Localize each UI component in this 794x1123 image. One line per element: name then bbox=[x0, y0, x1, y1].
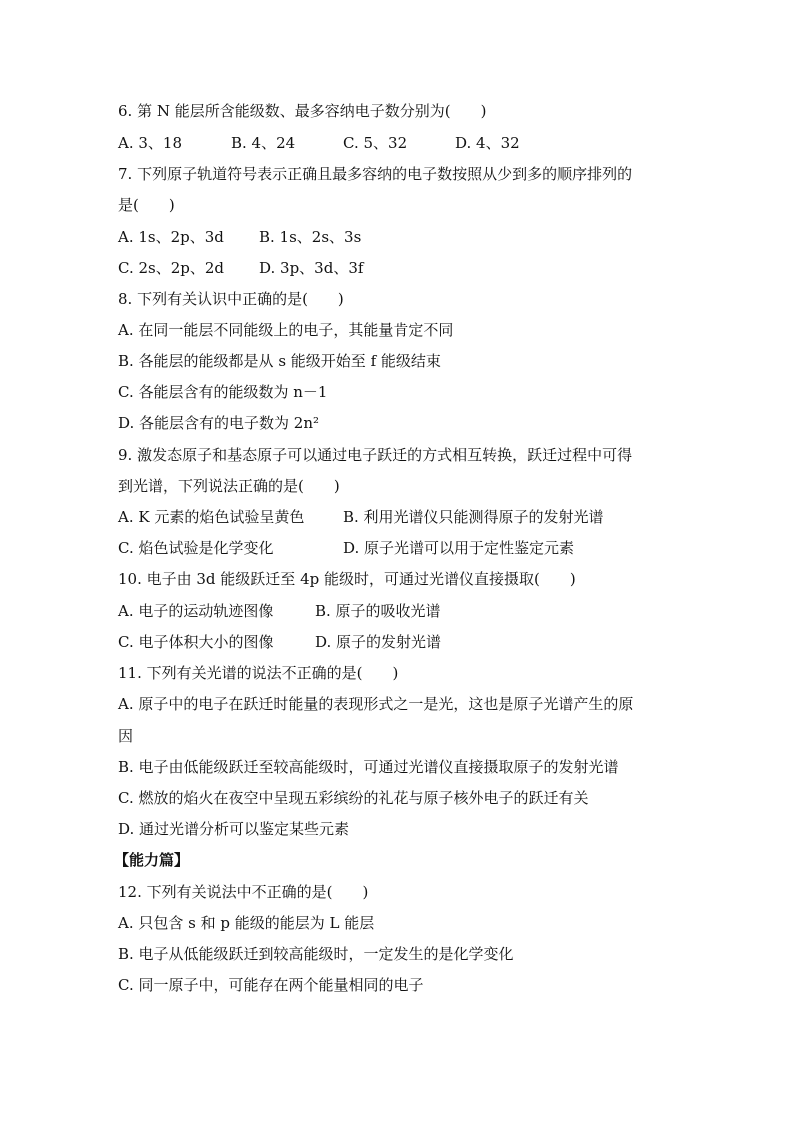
q12-option-a: A. 只包含 s 和 p 能级的能层为 L 能层 bbox=[118, 914, 375, 932]
q12-option-c: C. 同一原子中，可能存在两个能量相同的电子 bbox=[118, 976, 424, 994]
q7-stem-line2: 是( ) bbox=[118, 196, 175, 214]
q8-option-d: D. 各能层含有的电子数为 2n² bbox=[118, 414, 320, 432]
q10-option-a: A. 电子的运动轨迹图像 bbox=[118, 602, 274, 620]
q12-option-b: B. 电子从低能级跃迁到较高能级时，一定发生的是化学变化 bbox=[118, 945, 514, 963]
q11-option-a: A. 原子中的电子在跃迁时能量的表现形式之一是光，这也是原子光谱产生的原 bbox=[118, 695, 634, 713]
q11-option-b: B. 电子由低能级跃迁至较高能级时，可通过光谱仪直接摄取原子的发射光谱 bbox=[118, 758, 619, 776]
q11-option-c: C. 燃放的焰火在夜空中呈现五彩缤纷的礼花与原子核外电子的跃迁有关 bbox=[118, 789, 589, 807]
q9-option-c: C. 焰色试验是化学变化 bbox=[118, 539, 274, 557]
q6-stem: 6. 第 N 能层所含能级数、最多容纳电子数分别为( ) bbox=[118, 102, 487, 120]
q9-option-d: D. 原子光谱可以用于定性鉴定元素 bbox=[343, 539, 575, 557]
q7-option-a: A. 1s、2p、3d bbox=[118, 228, 224, 246]
q7-option-d: D. 3p、3d、3f bbox=[259, 259, 364, 277]
q10-stem: 10. 电子由 3d 能级跃迁至 4p 能级时，可通过光谱仪直接摄取( ) bbox=[118, 570, 576, 588]
q7-stem-line1: 7. 下列原子轨道符号表示正确且最多容纳的电子数按照从少到多的顺序排列的 bbox=[118, 165, 633, 183]
q9-option-a: A. K 元素的焰色试验呈黄色 bbox=[118, 508, 305, 526]
q7-option-b: B. 1s、2s、3s bbox=[259, 228, 362, 246]
q10-option-c: C. 电子体积大小的图像 bbox=[118, 633, 274, 651]
q8-option-b: B. 各能层的能级都是从 s 能级开始至 f 能级结束 bbox=[118, 352, 441, 370]
q7-option-c: C. 2s、2p、2d bbox=[118, 259, 225, 277]
q8-stem: 8. 下列有关认识中正确的是( ) bbox=[118, 290, 344, 308]
q6-option-b: B. 4、24 bbox=[231, 134, 296, 152]
q11-option-d: D. 通过光谱分析可以鉴定某些元素 bbox=[118, 820, 350, 838]
q8-option-a: A. 在同一能层不同能级上的电子，其能量肯定不同 bbox=[118, 321, 454, 339]
q8-option-c: C. 各能层含有的能级数为 n－1 bbox=[118, 383, 328, 401]
q12-stem: 12. 下列有关说法中不正确的是( ) bbox=[118, 883, 369, 901]
q10-option-b: B. 原子的吸收光谱 bbox=[315, 602, 441, 620]
q10-option-d: D. 原子的发射光谱 bbox=[315, 633, 442, 651]
q6-option-d: D. 4、32 bbox=[455, 134, 520, 152]
q9-stem-line1: 9. 激发态原子和基态原子可以通过电子跃迁的方式相互转换，跃迁过程中可得 bbox=[118, 446, 633, 464]
q11-stem: 11. 下列有关光谱的说法不正确的是( ) bbox=[118, 664, 399, 682]
q6-option-a: A. 3、18 bbox=[118, 134, 182, 152]
q9-option-b: B. 利用光谱仪只能测得原子的发射光谱 bbox=[343, 508, 604, 526]
q6-option-c: C. 5、32 bbox=[343, 134, 408, 152]
q9-stem-line2: 到光谱，下列说法正确的是( ) bbox=[118, 477, 340, 495]
section-heading: 【能力篇】 bbox=[114, 851, 190, 869]
q11-option-a-cont: 因 bbox=[118, 727, 134, 745]
